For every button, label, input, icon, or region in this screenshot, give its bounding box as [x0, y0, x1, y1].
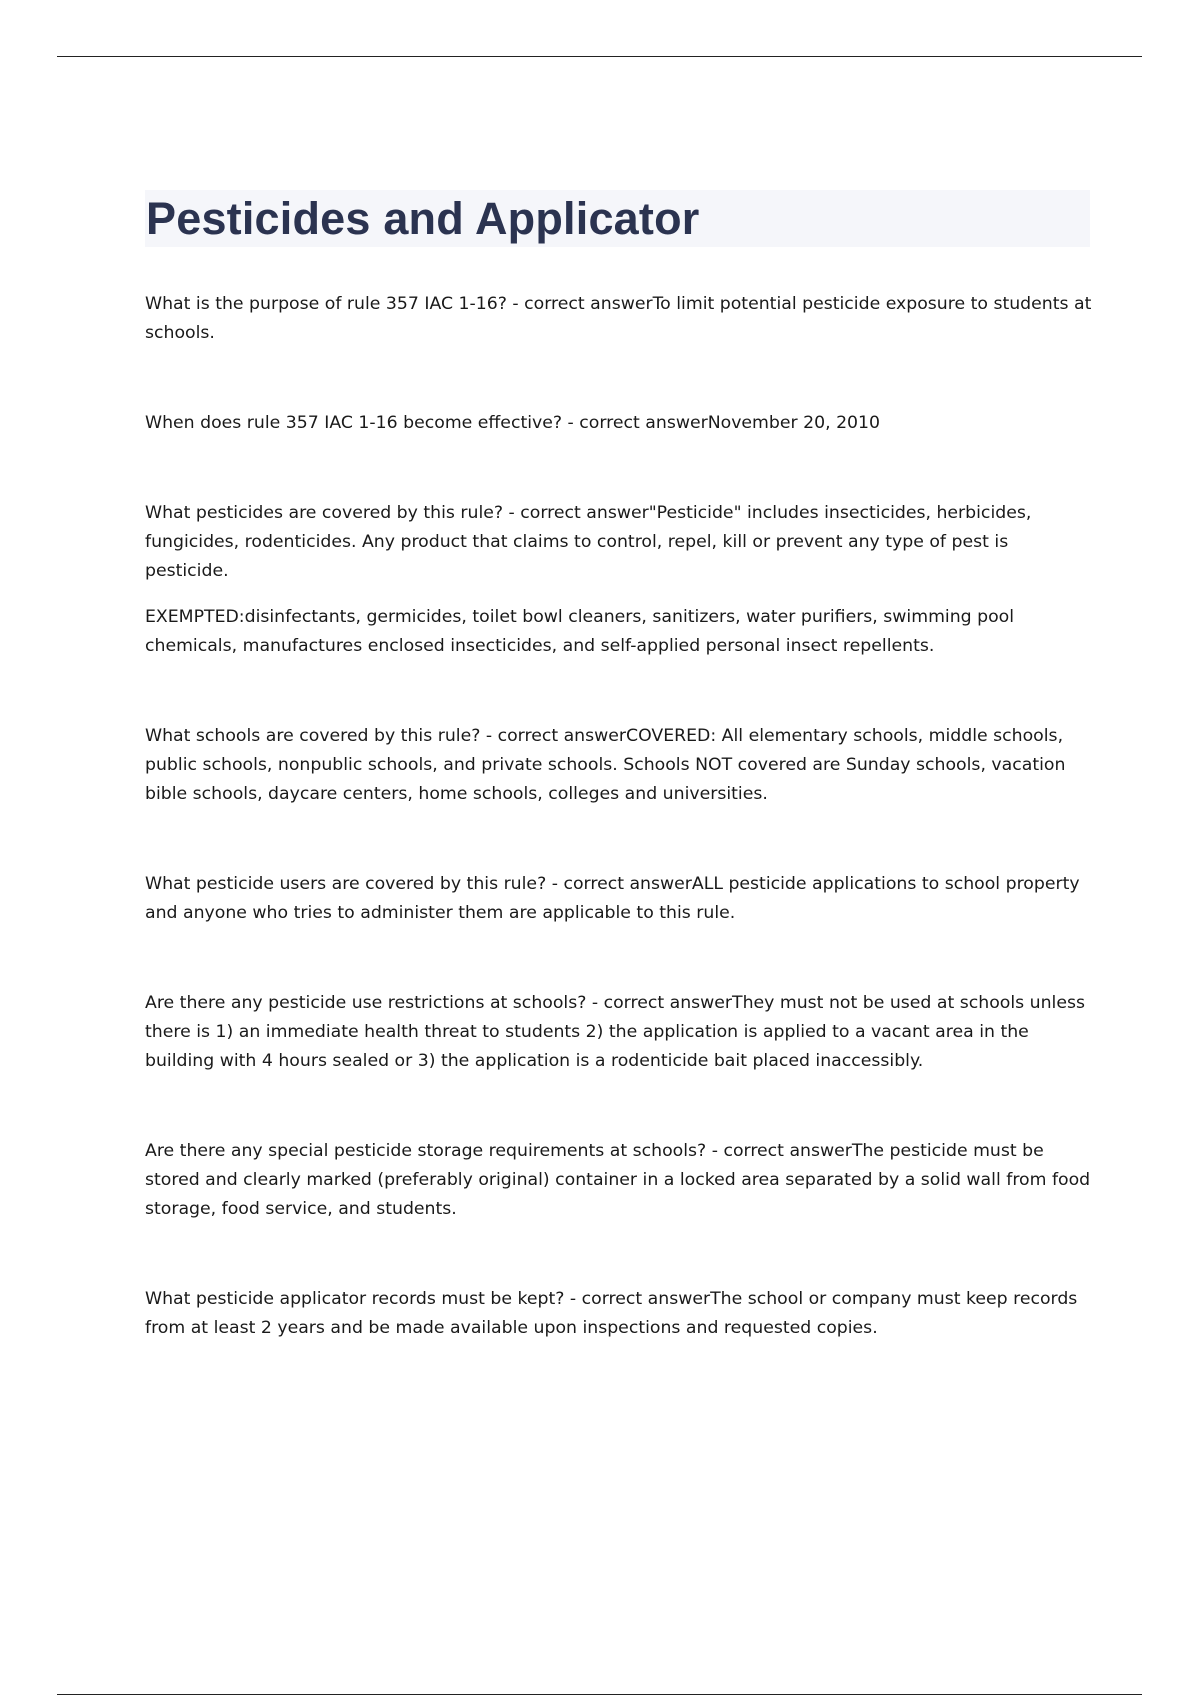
- qa-item: [145, 499, 1093, 661]
- top-divider: [57, 56, 1142, 57]
- qa-text: What schools are covered by this rule? - correct answerCOVERED: All elementary schools, middle schools, public schools, nonpublic schools, and private schools. Schools NOT covered are Sunday schools, vacation bible schools, daycare centers, home schools, colleges and universities.: [145, 726, 1066, 804]
- qa-item: [145, 1137, 1093, 1224]
- qa-text: What pesticide applicator records must be kept? - correct answerThe school or company must keep records from at least 2 years and be made available upon inspections and requested copies.: [145, 1289, 1078, 1338]
- qa-text: What is the purpose of rule 357 IAC 1-16? - correct answerTo limit potential pesticide exposure to students at schools.: [145, 294, 1092, 343]
- qa-text: What pesticides are covered by this rule? - correct answer"Pesticide" includes insecticides, herbicides, fungicides, rodenticides. Any product that claims to control, repel, kill or prevent any type of pest is pesticide.: [145, 503, 1032, 581]
- qa-item: [145, 409, 1093, 438]
- qa-item: [145, 290, 1093, 348]
- qa-text-exempted: EXEMPTED:disinfectants, germicides, toilet bowl cleaners, sanitizers, water purifiers, swimming pool chemicals, manufactures enclosed insecticides, and self-applied personal insect repellents.: [145, 607, 1015, 656]
- qa-item: [145, 870, 1093, 928]
- qa-item: [145, 1285, 1093, 1343]
- document-title: Pesticides and Applicator: [146, 193, 700, 244]
- bottom-divider: [57, 1694, 1142, 1695]
- qa-text: When does rule 357 IAC 1-16 become effective? - correct answerNovember 20, 2010: [145, 413, 881, 433]
- qa-item: [145, 722, 1093, 809]
- qa-text: Are there any pesticide use restrictions at schools? - correct answerThey must not be used at schools unless there is 1) an immediate health threat to students 2) the application is applied to a vacant area in the building with 4 hours sealed or 3) the application is a rodenticide bait placed inaccessibly.: [145, 993, 1085, 1071]
- qa-text: Are there any special pesticide storage requirements at schools? - correct answerThe pesticide must be stored and clearly marked (preferably original) container in a locked area separated by a solid wall from food storage, food service, and students.: [145, 1141, 1091, 1219]
- qa-text: What pesticide users are covered by this rule? - correct answerALL pesticide applications to school property and anyone who tries to administer them are applicable to this rule.: [145, 874, 1080, 923]
- qa-item: [145, 989, 1093, 1076]
- qa-list: [145, 290, 1093, 1404]
